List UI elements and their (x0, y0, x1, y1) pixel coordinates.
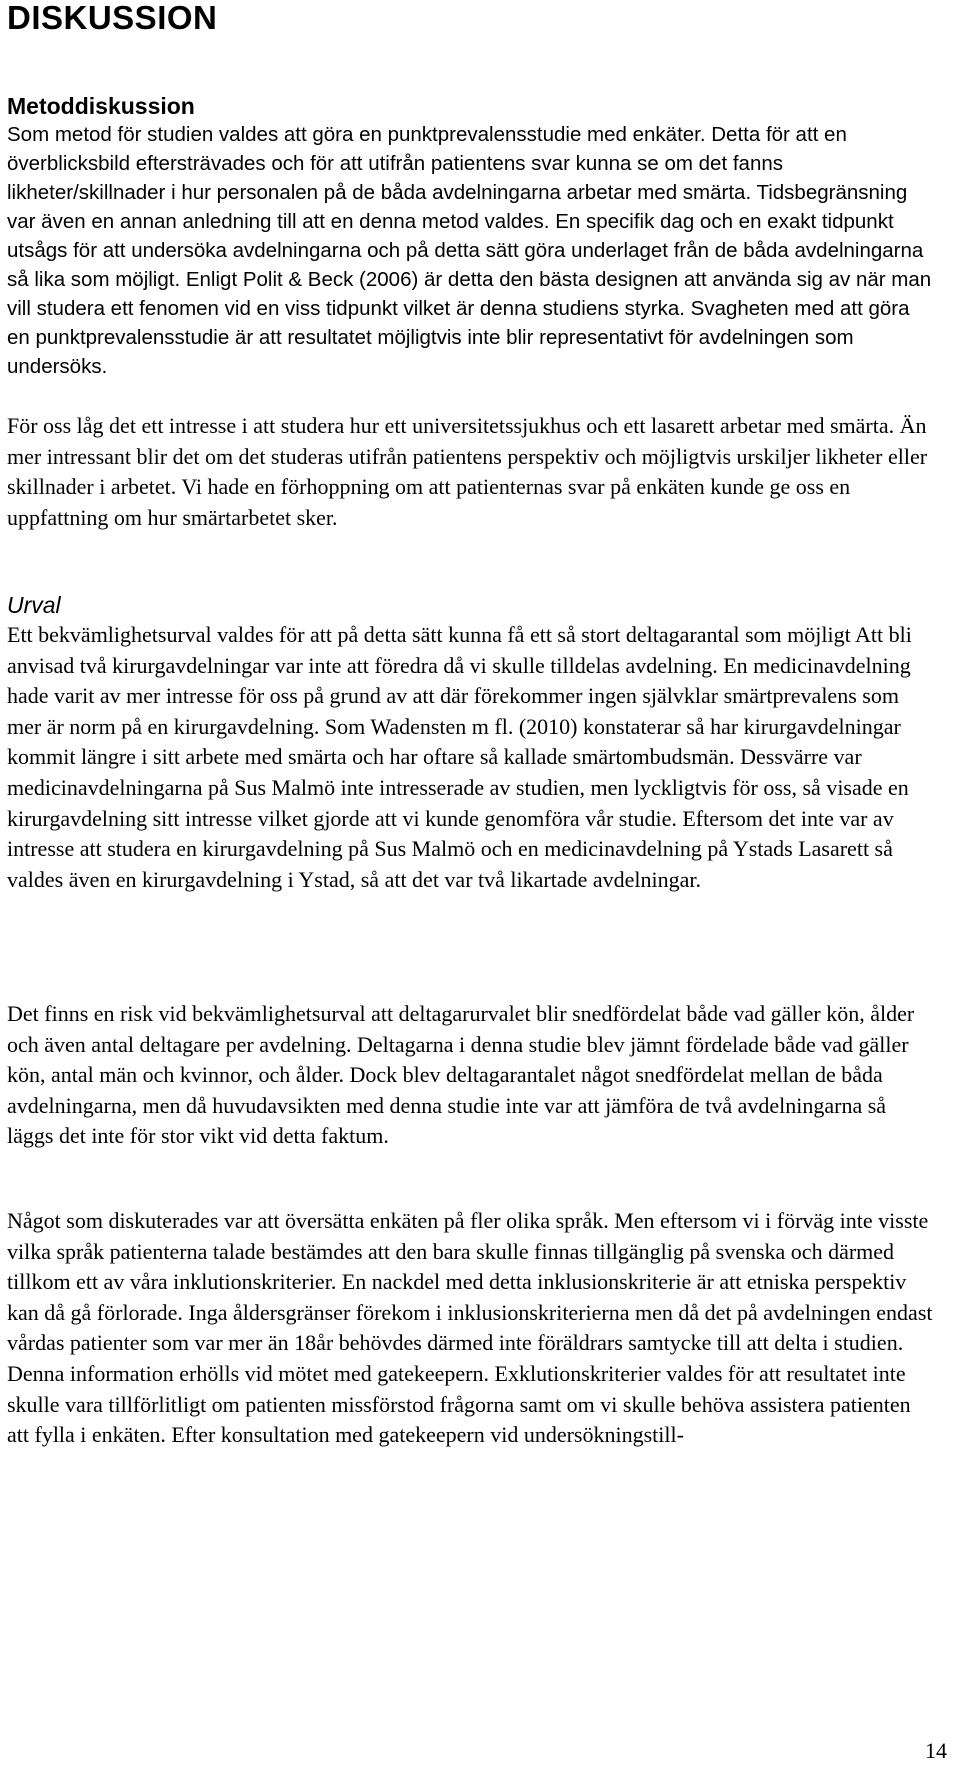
page-heading: DISKUSSION (7, 0, 218, 36)
paragraph-urval-1: Ett bekvämlighetsurval valdes för att på detta sätt kunna få ett så stort deltagarantal som möjligt Att bli anvisad två kirurgavdelningar var inte att föredra då vi skulle tilldelas avdelning. En medicinavdelning hade varit av mer intresse för oss på grund av att där förekommer ingen självklar smärtprevalens som mer är norm på en kirurgavdelning. Som Wadensten m fl. (2010) konstaterar så har kirurgavdelningar kommit längre i sitt arbete med smärta och har oftare så kallade smärtombudsmän. Dessvärre var medicinavdelningarna på Sus Malmö inte intresserade av studien, men lyckligtvis för oss, så visade en kirurgavdelning sitt intresse vilket gjorde att vi kunde genomföra vår studie. Eftersom det inte var av intresse att studera en kirurgavdelning på Sus Malmö och en medicinavdelning på Ystads Lasarett så valdes även en kirurgavdelning i Ystad, så att det var två likartade avdelningar. (7, 622, 912, 892)
paragraph-urval-2: Det finns en risk vid bekvämlighetsurval att deltagarurvalet blir snedfördelat både vad gäller kön, ålder och även antal deltagare per avdelning. Deltagarna i denna studie blev jämnt fördelade både vad gäller kön, antal män och kvinnor, och ålder. Dock blev deltagarantalet något snedfördelat mellan de båda avdelningarna, men då huvudavsikten med denna studie inte var att jämföra de två avdelningarna så läggs det inte för stor vikt vid detta faktum. (7, 1001, 915, 1149)
paragraph-interest: För oss låg det ett intresse i att studera hur ett universitetssjukhus och ett lasarett arbetar med smärta. Än mer intressant blir det om det studeras utifrån patientens perspektiv och möjligtvis urskiljer likheter eller skillnader i arbetet. Vi hade en förhoppning om att patienternas svar på enkäten kunde ge oss en uppfattning om hur smärtarbetet sker. (7, 413, 928, 530)
page-number: 14 (925, 1738, 947, 1763)
document-page (7, 0, 955, 1777)
section-title-urval: Urval (7, 592, 61, 618)
paragraph-urval-3: Något som diskuterades var att översätta enkäten på fler olika språk. Men eftersom vi i förväg inte visste vilka språk patienterna talade bestämdes att den bara skulle finnas tillgänglig på svenska och därmed tillkom ett av våra inklutionskriterier. En nackdel med detta inklusionskriterie är att etniska perspektiv kan då gå förlorade. Inga åldersgränser förekom i inklusionskriterierna men då det på avdelningen endast vårdas patienter som var mer än 18år behövdes därmed inte föräldrars samtycke till att delta i studien. Denna information erhölls vid mötet med gatekeepern. Exklutionskriterier valdes för att resultatet inte skulle vara tillförlitligt om patienten missförstod frågorna samt om vi skulle behöva assistera patienten att fylla i enkäten. Efter konsultation med gatekeepern vid undersökningstill- (7, 1208, 933, 1448)
paragraph-method: Som metod för studien valdes att göra en punktprevalensstudie med enkäter. Detta för att en överblicksbild eftersträvades och för att utifrån patientens svar kunna se om det fanns likheter/skillnader i hur personalen på de båda avdelningarna arbetar med smärta. Tidsbegränsning var även en annan anledning till att en denna metod valdes. En specifik dag och en exakt tidpunkt utsågs för att undersöka avdelningarna och på detta sätt göra underlaget från de båda avdelningarna så lika som möjligt. Enligt Polit & Beck (2006) är detta den bästa designen att använda sig av när man vill studera ett fenomen vid en viss tidpunkt vilket är denna studiens styrka. Svagheten med att göra en punktprevalensstudie är att resultatet möjligtvis inte blir representativt för avdelningen som undersöks. (7, 123, 932, 378)
section-title-metoddiskussion: Metoddiskussion (7, 93, 195, 119)
